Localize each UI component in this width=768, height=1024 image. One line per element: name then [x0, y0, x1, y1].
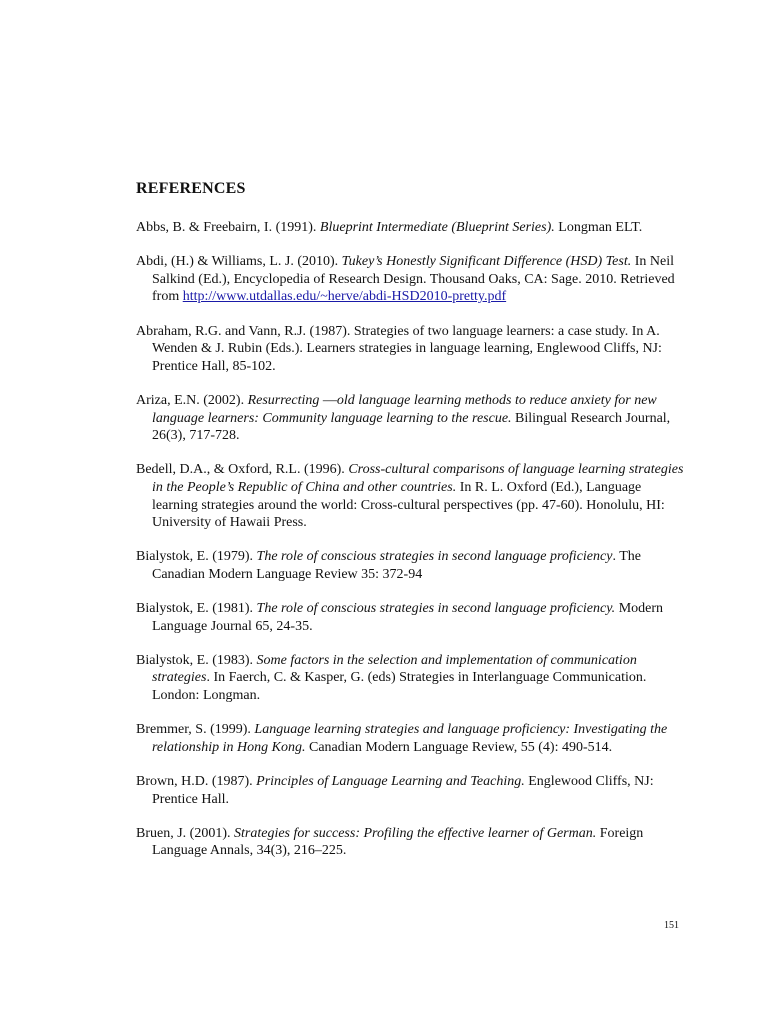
- reference-entry: [136, 773, 684, 808]
- reference-title: Some factors in the selection and implementation of communication strategies: [152, 652, 637, 686]
- reference-author: Abdi, (H.) & Williams, L. J. (2010).: [136, 254, 342, 270]
- reference-author: Bremmer, S. (1999).: [136, 722, 255, 738]
- reference-entry: [136, 548, 684, 583]
- reference-entry: [136, 323, 684, 376]
- reference-entry: [136, 461, 684, 531]
- reference-author: Bialystok, E. (1983).: [136, 652, 257, 668]
- reference-details: Longman ELT.: [554, 220, 643, 235]
- reference-title: Tukey’s Honestly Significant Difference (HSD) Test.: [341, 254, 632, 270]
- reference-title: Principles of Language Learning and Teaching.: [256, 774, 525, 789]
- references-heading: REFERENCES: [136, 180, 246, 197]
- reference-details: In R. L. Oxford (Ed.), Language learning strategies around the world: Cross-cultural perspectives (pp. 47-60). Honolulu, HI: University of Hawaii Press.: [152, 479, 665, 531]
- reference-author: Bedell, D.A., & Oxford, R.L. (1996).: [136, 462, 349, 478]
- reference-author: Bruen, J. (2001).: [136, 825, 234, 841]
- reference-title: Language learning strategies and language proficiency: Investigating the relationship in Hong Kong.: [152, 722, 668, 755]
- reference-entry: [136, 392, 684, 445]
- reference-author: Abbs, B. & Freebairn, I. (1991).: [136, 220, 320, 235]
- reference-entry: [136, 825, 684, 860]
- reference-details: Foreign Language Annals, 34(3), 216–225.: [152, 825, 644, 859]
- reference-details: Englewood Cliffs, NJ: Prentice Hall.: [152, 774, 654, 807]
- reference-entry: [136, 600, 684, 635]
- reference-details: Bilingual Research Journal, 26(3), 717-728.: [152, 410, 671, 444]
- references-list: [136, 219, 684, 877]
- reference-entry: [136, 219, 684, 237]
- reference-title: Resurrecting ―old language learning methods to reduce anxiety for new language learners: Community language learning to the rescue.: [152, 392, 657, 426]
- reference-author: Bialystok, E. (1981).: [136, 601, 257, 617]
- reference-details: . In Faerch, C. & Kasper, G. (eds) Strategies in Interlanguage Communication. London: Longman.: [152, 670, 647, 704]
- reference-author: Brown, H.D. (1987).: [136, 774, 257, 789]
- reference-entry: [136, 652, 684, 705]
- reference-entry: [136, 721, 684, 756]
- reference-title: Blueprint Intermediate (Blueprint Series).: [319, 220, 555, 235]
- reference-title: The role of conscious strategies in second language proficiency: [256, 549, 613, 565]
- reference-title: Cross-cultural comparisons of language learning strategies in the People’s Republic of China and other countries.: [152, 462, 684, 495]
- reference-author: Bialystok, E. (1979).: [136, 549, 257, 565]
- reference-details: In Neil Salkind (Ed.), Encyclopedia of Research Design. Thousand Oaks, CA: Sage. 2010. Retrieved from: [152, 254, 675, 305]
- reference-author: Ariza, E.N. (2002).: [136, 392, 248, 408]
- reference-author: Abraham, R.G. and Vann, R.J. (1987). Strategies of two language learners: a case study. In A. Wenden & J. Rubin (Eds.). Learners strategies in language learning, Englewood Cliffs, NJ: Prentice Hall, 85-102.: [136, 323, 662, 374]
- reference-details: Canadian Modern Language Review, 55 (4): 490-514.: [305, 739, 613, 755]
- reference-url-link[interactable]: http://www.utdallas.edu/~herve/abdi-HSD2010-pretty.pdf: [182, 289, 507, 305]
- reference-title: Strategies for success: Profiling the effective learner of German.: [234, 825, 597, 841]
- reference-title: The role of conscious strategies in second language proficiency.: [256, 601, 616, 617]
- page-number: 151: [664, 920, 679, 931]
- reference-details: . The Canadian Modern Language Review 35: 372-94: [152, 549, 641, 582]
- reference-details: Modern Language Journal 65, 24-35.: [152, 601, 664, 634]
- reference-entry: [136, 253, 684, 306]
